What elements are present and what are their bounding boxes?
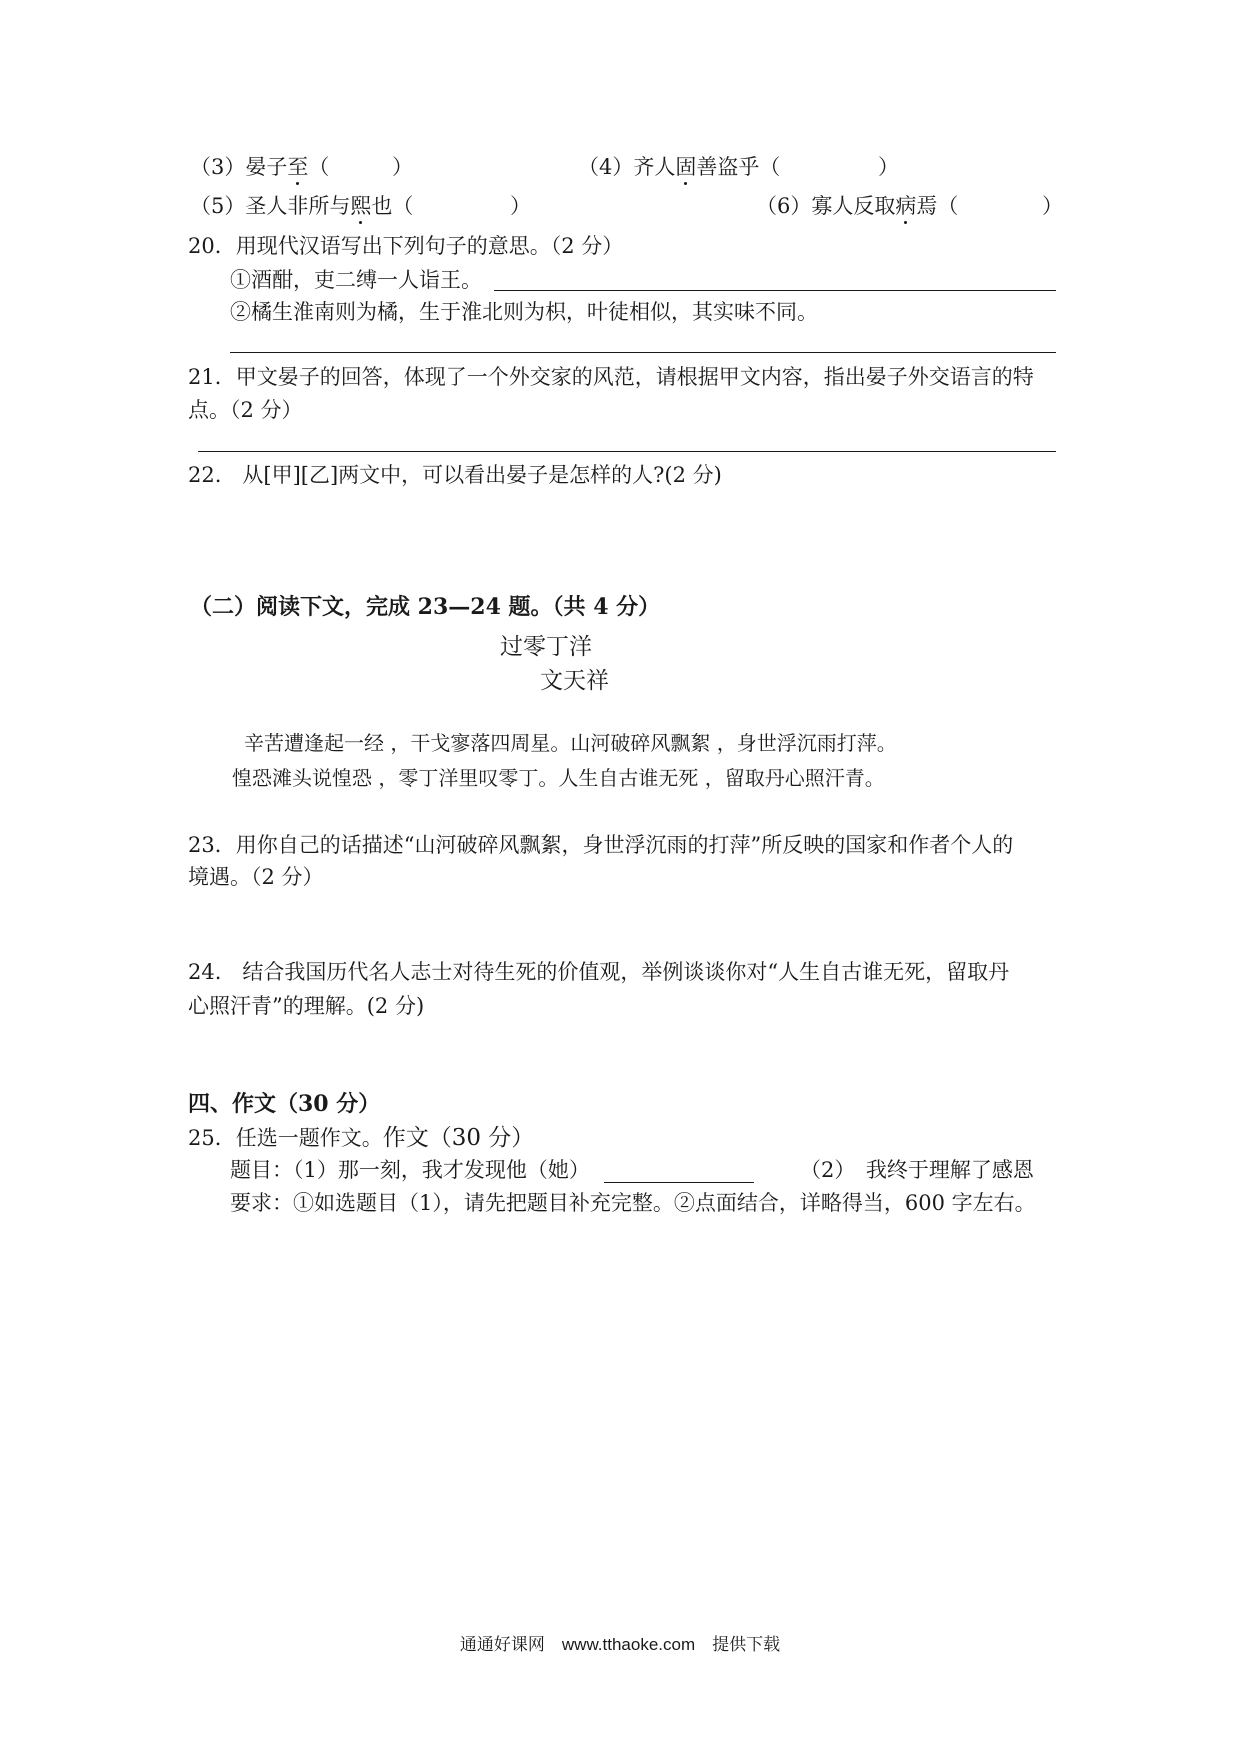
q19-item-3-dotted-char: 至 bbox=[287, 155, 309, 179]
q19-item-5-paren: 也（ bbox=[371, 194, 414, 218]
page-footer: 通通好课网 www.tthaoke.com 提供下载 bbox=[459, 1635, 781, 1654]
poem-title: 过零丁洋 bbox=[500, 634, 592, 660]
q19-item-3 bbox=[190, 157, 329, 178]
q19-item-6-paren: 焉（ bbox=[916, 194, 959, 218]
q19-item-6 bbox=[756, 196, 958, 217]
q24-stem-line-2: 心照汗青”的理解。(2 分) bbox=[188, 994, 425, 1018]
q25-topic-1-blank[interactable] bbox=[604, 1182, 754, 1183]
q21-stem-line-1: 21．甲文晏子的回答，体现了一个外交家的风范，请根据甲文内容，指出晏子外交语言的特 bbox=[188, 365, 1034, 389]
q21-answer-line[interactable] bbox=[198, 451, 1056, 452]
section-2-heading: （二）阅读下文，完成 23—24 题。（共 4 分） bbox=[190, 594, 661, 620]
q20-answer-line-2[interactable] bbox=[230, 352, 1056, 353]
q22-stem: 22. 从[甲][乙]两文中，可以看出晏子是怎样的人?(2 分) bbox=[188, 463, 722, 487]
q19-item-5-dotted-char: 熙 bbox=[350, 194, 372, 218]
q19-item-5 bbox=[190, 196, 413, 217]
section-4-heading: 四、作文（30 分） bbox=[188, 1091, 381, 1117]
q19-item-6-dotted-char: 病 bbox=[895, 194, 917, 218]
q19-item-4 bbox=[578, 157, 780, 178]
q21-stem-line-2: 点。（2 分） bbox=[188, 398, 303, 422]
q25-stem-text: 25．任选一题作文。 bbox=[188, 1126, 383, 1150]
q25-topic-2: （2） 我终于理解了感恩 bbox=[800, 1158, 1034, 1182]
poem-line-1: 辛苦遭逢起一经 ，干戈寥落四周星。山河破碎风飘絮 ，身世浮沉雨打萍。 bbox=[244, 731, 897, 755]
q24-stem-line-1: 24. 结合我国历代名人志士对待生死的价值观，举例谈谈你对“人生自古谁无死，留取丹 bbox=[188, 960, 1010, 984]
q19-item-5-text: （5）圣人非所与 bbox=[190, 194, 351, 218]
q19-item-4-paren: 善盗乎（ bbox=[696, 155, 781, 179]
q25-topic-1: 题目：（1）那一刻，我才发现他（她） bbox=[230, 1158, 590, 1182]
q19-item-3-paren: （ bbox=[308, 155, 330, 179]
q25-requirements: 要求：①如选题目（1），请先把题目补充完整。②点面结合，详略得当，600 字左右。 bbox=[230, 1191, 1036, 1215]
q19-item-5-close: ） bbox=[510, 194, 531, 218]
q20-stem: 20．用现代汉语写出下列句子的意思。（2 分） bbox=[188, 234, 624, 258]
q19-item-4-text: （4）齐人 bbox=[578, 155, 676, 179]
q19-item-3-text: （3）晏子 bbox=[190, 155, 288, 179]
q19-item-4-close: ） bbox=[878, 155, 899, 179]
q20-sentence-1: ①酒酣，吏二缚一人诣王。 bbox=[230, 268, 482, 292]
poem-author: 文天祥 bbox=[540, 668, 609, 694]
q19-item-3-close: ） bbox=[392, 155, 413, 179]
q19-item-6-close: ） bbox=[1042, 194, 1063, 218]
poem-line-2: 惶恐滩头说惶恐 ，零丁洋里叹零丁。人生自古谁无死 ，留取丹心照汗青。 bbox=[232, 766, 885, 790]
q19-item-6-text: （6）寡人反取 bbox=[756, 194, 896, 218]
q25-essay-score: 作文（30 分） bbox=[382, 1125, 535, 1151]
q25-stem bbox=[188, 1127, 534, 1150]
q23-stem-line-2: 境遇。（2 分） bbox=[188, 865, 324, 889]
q23-stem-line-1: 23．用你自己的话描述“山河破碎风飘絮，身世浮沉雨的打萍”所反映的国家和作者个人的 bbox=[188, 833, 1014, 857]
q19-item-4-dotted-char: 固 bbox=[675, 155, 697, 179]
q20-answer-line-1[interactable] bbox=[494, 290, 1056, 291]
q20-sentence-2: ②橘生淮南则为橘，生于淮北则为枳，叶徒相似，其实味不同。 bbox=[230, 300, 818, 324]
